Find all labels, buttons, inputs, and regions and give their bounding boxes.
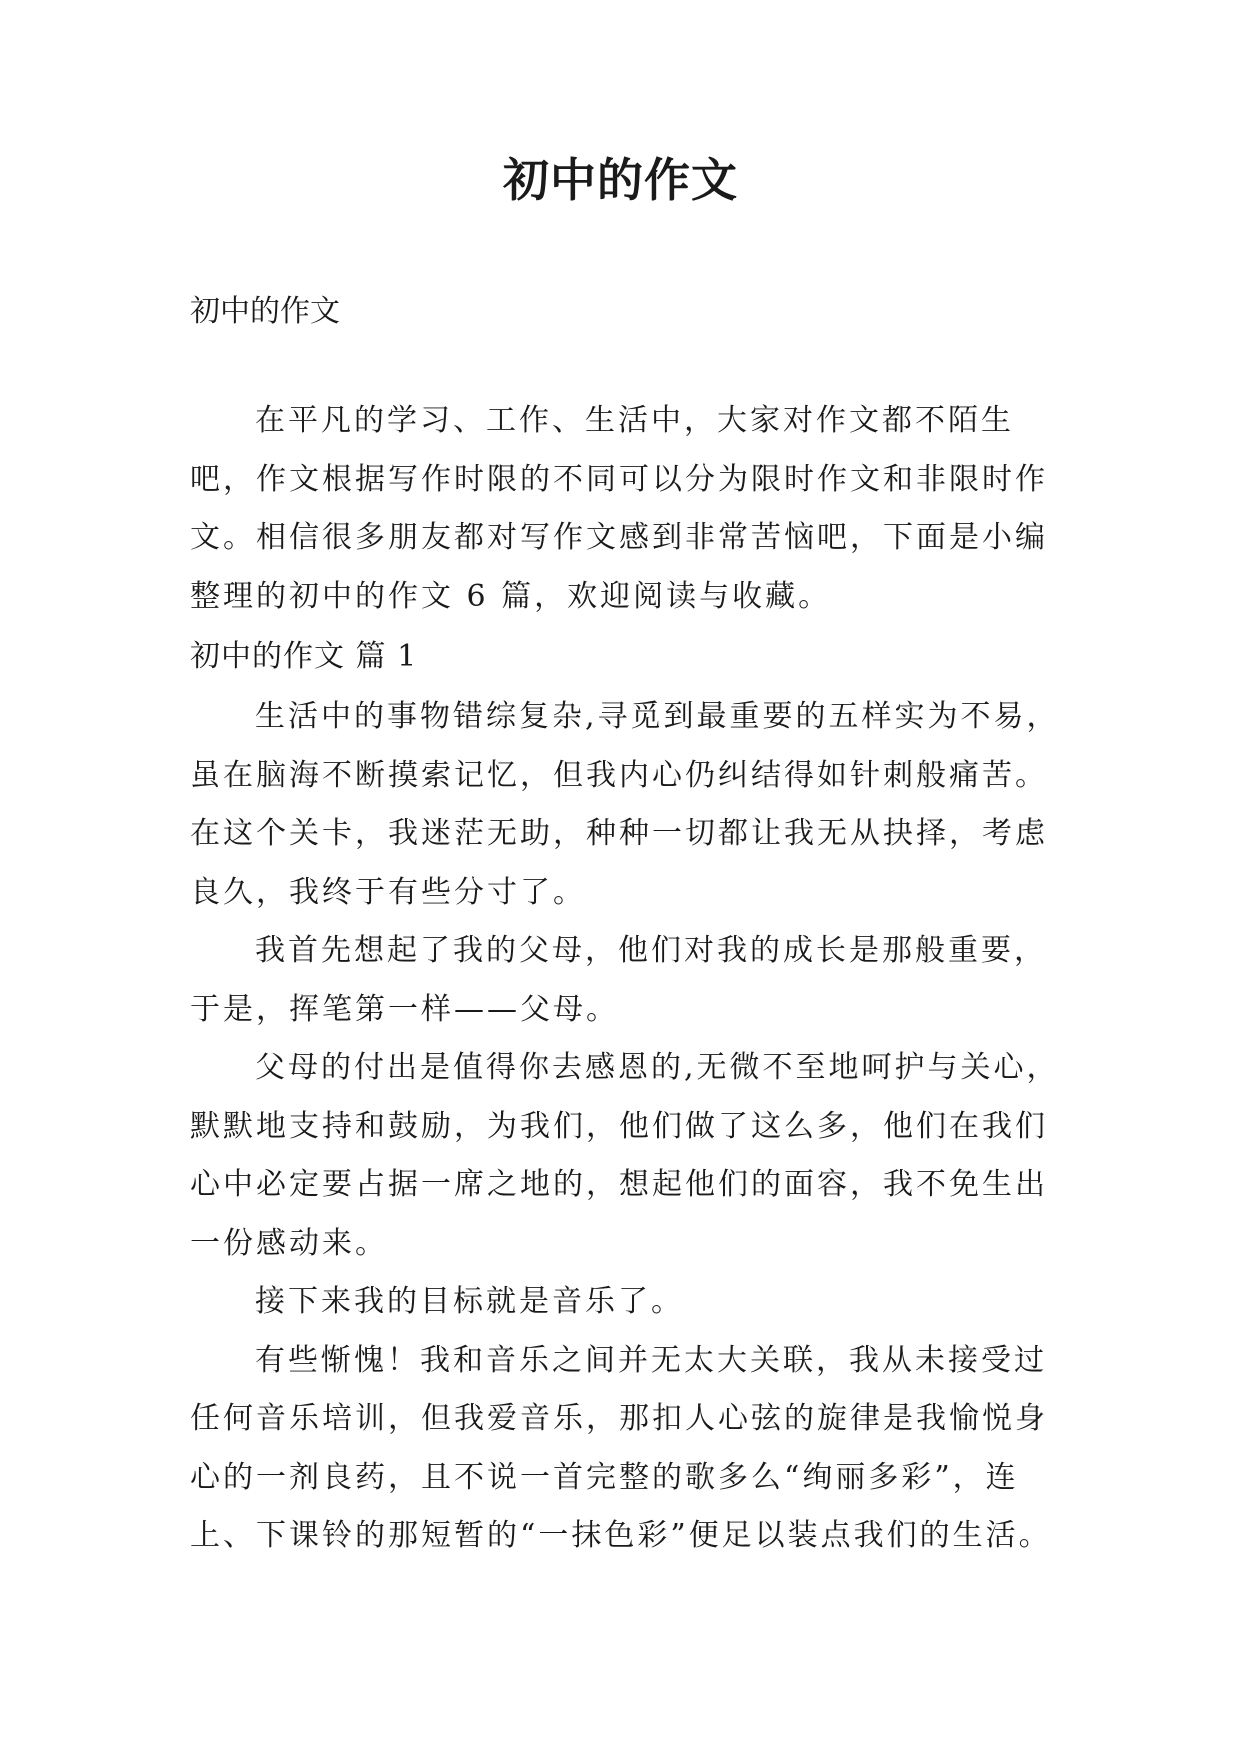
- document-subheading: 初中的作文: [190, 294, 340, 329]
- body-paragraph: 接下来我的目标就是音乐了。: [255, 1284, 684, 1319]
- intro-paragraph: 在平凡的学习、工作、生活中，大家对作文都不陌生吧，作文根据写作时限的不同可以分为限时作文和非限时作文。相信很多朋友都对写作文感到非常苦恼吧，下面是小编整理的初中的作文 6 篇，欢迎阅读与收藏。: [190, 403, 1048, 614]
- document-title: 初中的作文: [503, 153, 738, 207]
- body-paragraph: 生活中的事物错综复杂,寻觅到最重要的五样实为不易，虽在脑海不断摸索记忆，但我内心仍纠结得如针刺般痛苦。在这个关卡，我迷茫无助，种种一切都让我无从抉择，考虑良久，我终于有些分寸了。: [190, 699, 1060, 910]
- body-paragraph: 我首先想起了我的父母，他们对我的成长是那般重要，于是，挥笔第一样——父母。: [190, 933, 1047, 1027]
- body-paragraph: 有些惭愧！我和音乐之间并无太大关联，我从未接受过任何音乐培训，但我爱音乐，那扣人心弦的旋律是我愉悦身心的一剂良药，且不说一首完整的歌多么“绚丽多彩”，连上、下课铃的那短暂的“一抹色彩”便足以装点我们的生活。: [190, 1342, 1052, 1553]
- section-heading: 初中的作文 篇 1: [190, 639, 418, 674]
- document-body: [190, 288, 1070, 1566]
- body-paragraph: 父母的付出是值得你去感恩的,无微不至地呵护与关心，默默地支持和鼓励，为我们，他们做了这么多，他们在我们心中必定要占据一席之地的，想起他们的面容，我不免生出一份感动来。: [190, 1050, 1060, 1261]
